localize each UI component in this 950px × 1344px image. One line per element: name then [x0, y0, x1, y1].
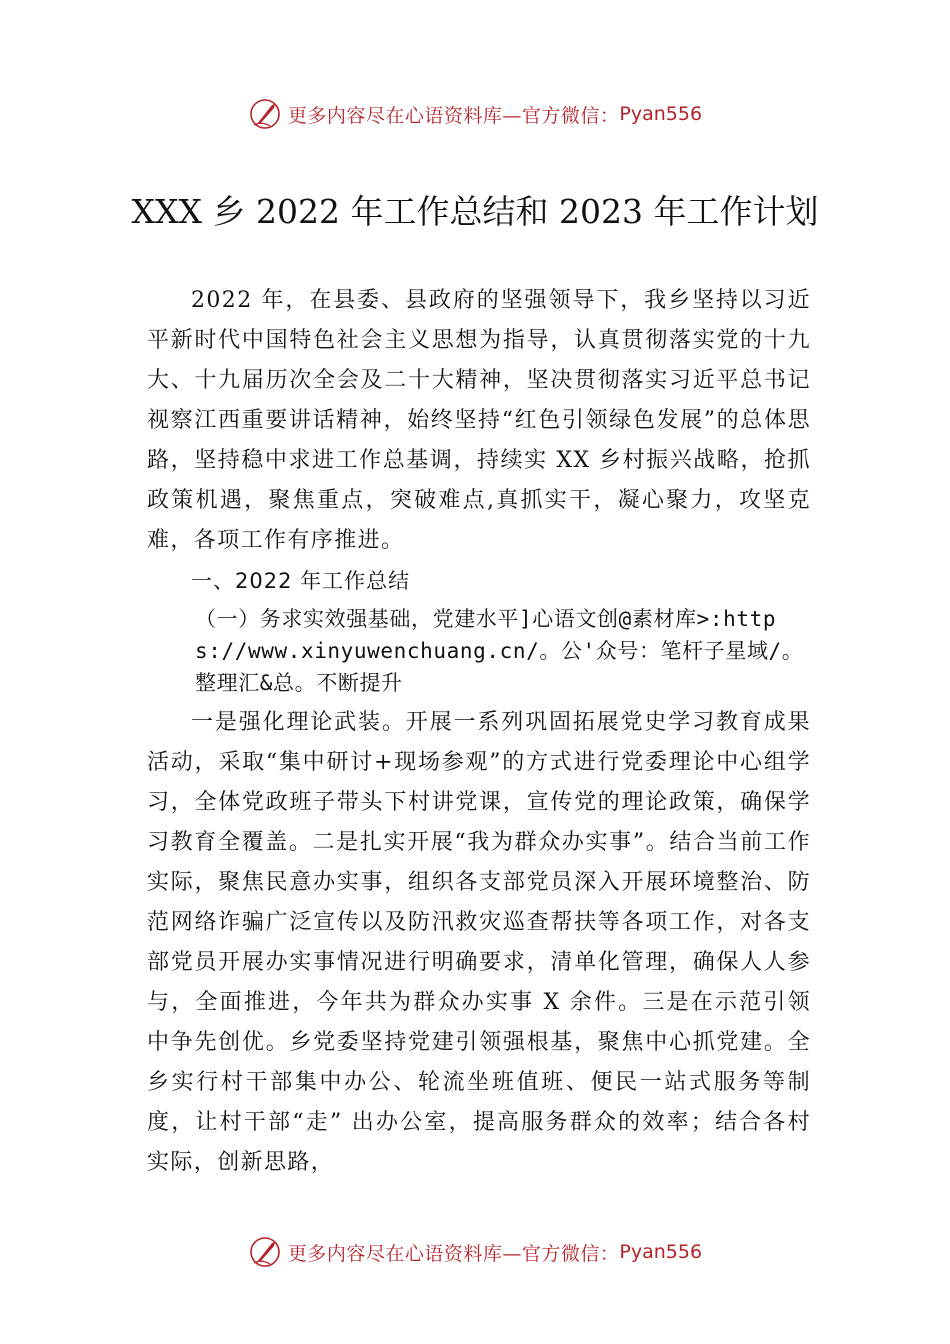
document-body — [147, 281, 811, 1183]
watermark-text: 更多内容尽在心语资料库—官方微信： — [287, 104, 620, 127]
subsection-heading: （一）务求实效强基础，党建水平]心语文创@素材库>:https://www.xinyuwenchuang.cn/。公'众号：笔杆子星域/。整理汇&总。不断提升 — [195, 607, 804, 695]
intro-paragraph: 2022 年，在县委、县政府的坚强领导下，我乡坚持以习近平新时代中国特色社会主义思想为指导，认真贯彻落实党的十九大、十九届历次全会及二十大精神，坚决贯彻落实习近平总书记视察江西重要讲话精神，始终坚持“红色引领绿色发展”的总体思路，坚持稳中求进工作总基调，持续实 XX 乡村振兴战略，抢抓政策机遇，聚焦重点，突破难点,真抓实干，凝心聚力，攻坚克难，各项工作有序推进。 — [147, 288, 811, 553]
watermark-wechat-id: Pyan556 — [619, 103, 703, 125]
body-paragraph: 一是强化理论武装。开展一系列巩固拓展党史学习教育成果活动，采取“集中研讨+现场参观”的方式进行党委理论中心组学习，全体党政班子带头下村讲党课，宣传党的理论政策，确保学习教育全覆盖。二是扎实开展“我为群众办实事”。结合当前工作实际，聚焦民意办实事，组织各支部党员深入开展环境整治、防范网络诈骗广泛宣传以及防汛救灾巡查帮扶等各项工作，对各支部党员开展办实事情况进行明确要求，清单化管理，确保人人参与，全面推进，今年共为群众办实事 X 余件。三是在示范引领中争先创优。乡党委坚持党建引领强根基，聚焦中心抓党建。全乡实行村干部集中办公、轮流坐班值班、便民一站式服务等制度，让村干部“走” 出办公室，提高服务群众的效率；结合各村实际，创新思路， — [147, 710, 811, 1175]
watermark-banner-top — [0, 92, 950, 136]
watermark-banner-bottom — [0, 1230, 950, 1274]
quill-pen-circle-icon — [248, 97, 282, 131]
document-title: XXX 乡 2022 年工作总结和 2023 年工作计划 — [131, 192, 819, 231]
subsection-block — [147, 601, 811, 703]
section-heading: 一、2022 年工作总结 — [191, 569, 411, 593]
watermark-text: 更多内容尽在心语资料库—官方微信： — [287, 1242, 620, 1265]
quill-pen-circle-icon — [248, 1235, 282, 1269]
watermark-wechat-id: Pyan556 — [619, 1241, 703, 1263]
